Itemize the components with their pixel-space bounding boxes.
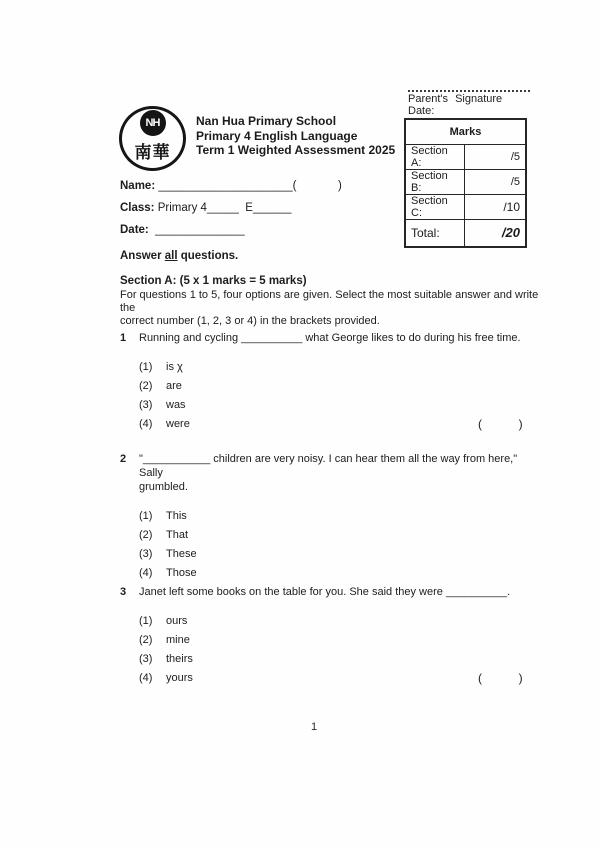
- question-1: [120, 331, 532, 434]
- answer-prefix: Answer: [120, 250, 165, 262]
- parent-signature-label: Parent's Signature: [408, 93, 503, 105]
- question-1-number: 1: [120, 332, 127, 344]
- question-3: [120, 585, 532, 688]
- answer-brackets: ( ): [478, 417, 523, 431]
- option-row: (4) Those: [139, 567, 197, 579]
- subject-title: Primary 4 English Language: [196, 128, 358, 143]
- section-c-score: /10: [464, 194, 526, 219]
- assessment-title: Term 1 Weighted Assessment 2025: [196, 143, 396, 157]
- option-row: (4) yours: [139, 672, 193, 684]
- total-score: /20: [464, 219, 526, 247]
- answer-all-instruction: [120, 250, 238, 262]
- class-line: [120, 201, 342, 223]
- question-1-options: [139, 358, 532, 434]
- option-row: (4) were: [139, 418, 190, 430]
- answer-brackets: ( ): [478, 671, 523, 685]
- option-row: (2) mine: [139, 634, 190, 646]
- answer-suffix: questions.: [177, 250, 239, 262]
- logo-chinese-text: 南華: [134, 143, 171, 163]
- name-blank: _____________________( ): [155, 180, 342, 192]
- question-2-options: [139, 507, 532, 583]
- question-3-head: [120, 585, 532, 599]
- question-2: [120, 452, 532, 583]
- option-row: (3) These: [139, 548, 197, 560]
- section-a-heading: Section A: (5 x 1 marks = 5 marks): [120, 275, 307, 287]
- name-label: Name:: [120, 180, 156, 192]
- marks-row-total: [405, 219, 526, 247]
- school-heading: [196, 114, 395, 158]
- question-2-number: 2: [120, 453, 127, 465]
- section-c-label: Section C:: [405, 194, 464, 219]
- option-row: (1) ours: [139, 615, 188, 627]
- answer-underlined-word: all: [164, 250, 178, 262]
- marks-table-title: Marks: [405, 119, 526, 144]
- school-logo-icon: [119, 106, 186, 171]
- date-label: Date:: [120, 224, 149, 236]
- marks-table-header-row: [405, 119, 526, 144]
- option-row: (3) theirs: [139, 653, 193, 665]
- marks-row-section-b: [405, 169, 526, 194]
- total-label: Total:: [405, 219, 464, 247]
- school-name: Nan Hua Primary School: [196, 114, 337, 128]
- marks-row-section-a: [405, 144, 526, 169]
- class-blank: Primary 4_____ E______: [154, 202, 292, 214]
- marks-table: [404, 118, 527, 248]
- section-a-label: Section A:: [405, 144, 464, 169]
- section-a-description: [120, 289, 550, 328]
- signature-date-label: Date:: [408, 105, 435, 117]
- option-row: (3) was: [139, 399, 186, 411]
- question-2-text: "___________ children are very noisy. I can hear them all the way from here," Sally grumbled.: [139, 453, 518, 493]
- section-a-score: /5: [464, 144, 526, 169]
- question-1-text: Running and cycling __________ what George likes to do during his free time.: [139, 332, 521, 344]
- question-3-text: Janet left some books on the table for you. She said they were __________.: [139, 586, 511, 598]
- parent-signature-block: [408, 90, 532, 117]
- section-b-score: /5: [464, 169, 526, 194]
- section-a-description-line2: correct number (1, 2, 3 or 4) in the brackets provided.: [120, 315, 380, 327]
- question-3-number: 3: [120, 586, 127, 598]
- page-number: 1: [311, 721, 318, 733]
- section-a-description-line1: For questions 1 to 5, four options are given. Select the most suitable answer and write the: [120, 289, 539, 314]
- option-row: (2) are: [139, 380, 182, 392]
- question-2-head: [120, 452, 532, 494]
- question-3-options: [139, 612, 532, 688]
- marks-row-section-c: [405, 194, 526, 219]
- question-1-head: [120, 331, 532, 345]
- section-b-label: Section B:: [405, 169, 464, 194]
- logo-monogram: NH: [140, 110, 166, 136]
- student-info: [120, 179, 342, 245]
- option-row: (2) That: [139, 529, 189, 541]
- date-line: [120, 223, 342, 245]
- option-row: (1) is χ: [139, 361, 183, 373]
- class-label: Class:: [120, 202, 155, 214]
- signature-dotted-line: [408, 90, 530, 92]
- date-blank: ______________: [148, 224, 245, 236]
- name-line: [120, 179, 342, 201]
- option-row: (1) This: [139, 510, 187, 522]
